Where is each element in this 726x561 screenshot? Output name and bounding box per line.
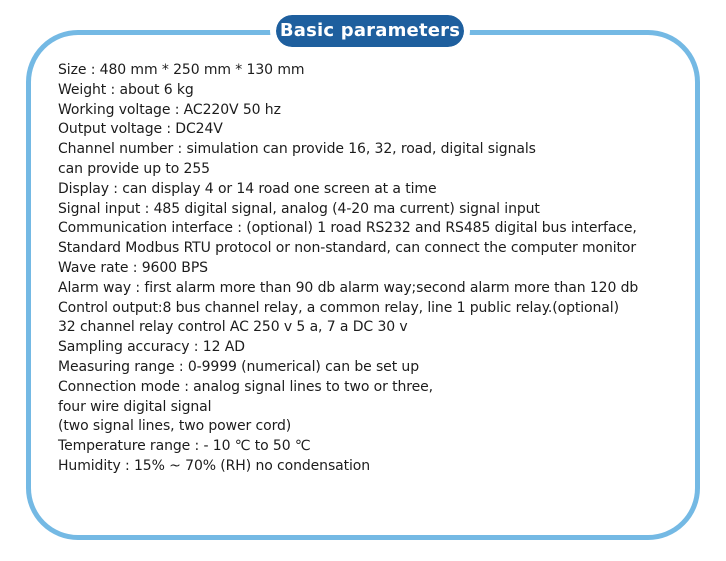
param-channel-number: Channel number : simulation can provide 16, 32, road, digital signals <box>58 141 536 158</box>
param-connection-mode-cont-1: four wire digital signal <box>58 398 212 415</box>
page-title: Basic parameters <box>276 15 464 47</box>
param-wave-rate: Wave rate : 9600 BPS <box>58 259 208 276</box>
param-weight: Weight : about 6 kg <box>58 81 194 98</box>
param-control-output: Control output:8 bus channel relay, a common relay, line 1 public relay.(optional) <box>58 299 619 316</box>
param-control-output-cont: 32 channel relay control AC 250 v 5 a, 7 a DC 30 v <box>58 319 408 336</box>
param-size: Size : 480 mm * 250 mm * 130 mm <box>58 62 305 78</box>
param-working-voltage: Working voltage : AC220V 50 hz <box>58 101 281 118</box>
param-measuring-range: Measuring range : 0-9999 (numerical) can be set up <box>58 358 419 375</box>
param-communication-interface-cont: Standard Modbus RTU protocol or non-standard, can connect the computer monitor <box>58 240 637 257</box>
param-connection-mode-cont-2: (two signal lines, two power cord) <box>58 418 292 435</box>
param-communication-interface: Communication interface : (optional) 1 road RS232 and RS485 digital bus interface, <box>58 220 637 237</box>
param-sampling-accuracy: Sampling accuracy : 12 AD <box>58 339 245 356</box>
param-channel-number-cont: can provide up to 255 <box>58 160 210 177</box>
param-humidity: Humidity : 15% ~ 70% (RH) no condensation <box>58 457 371 474</box>
param-signal-input: Signal input : 485 digital signal, analog (4-20 ma current) signal input <box>58 200 540 217</box>
param-alarm-way: Alarm way : first alarm more than 90 db alarm way;second alarm more than 120 db <box>58 279 639 296</box>
param-temperature-range: Temperature range : - 10 ℃ to 50 ℃ <box>58 438 311 455</box>
param-connection-mode: Connection mode : analog signal lines to two or three, <box>58 378 433 395</box>
parameter-list <box>58 61 708 477</box>
param-output-voltage: Output voltage : DC24V <box>58 121 223 138</box>
param-display: Display : can display 4 or 14 road one screen at a time <box>58 180 437 197</box>
